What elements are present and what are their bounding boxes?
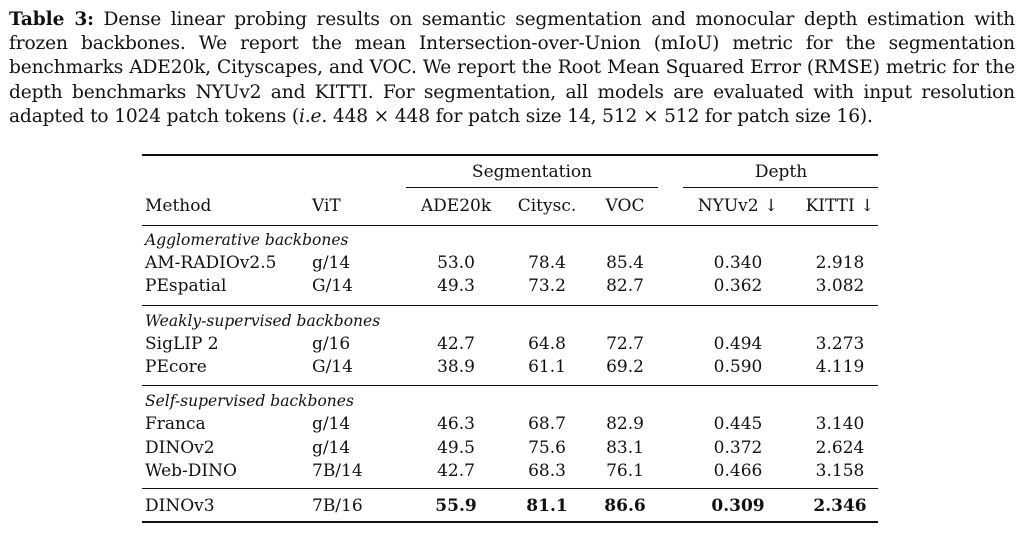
depth-cmidrule: [683, 187, 878, 188]
cell-vit: g/14: [312, 414, 351, 434]
cell-voc: 82.9: [606, 414, 644, 434]
cell-city: 73.2: [528, 276, 566, 296]
cell-voc: 83.1: [606, 438, 644, 458]
cell-ade: 46.3: [437, 414, 475, 434]
cell-ade: 49.3: [437, 276, 475, 296]
cell-voc-best: 86.6: [604, 496, 646, 516]
cell-vit: G/14: [312, 276, 353, 296]
column-header-ade: ADE20k: [420, 196, 492, 216]
column-header-vit: ViT: [312, 196, 341, 216]
cell-city: 68.7: [528, 414, 566, 434]
cell-ade-best: 55.9: [435, 496, 477, 516]
column-header-voc: VOC: [605, 196, 645, 216]
cell-city: 75.6: [528, 438, 566, 458]
caption-text-1: Dense linear probing results on semantic segmentation and monocular depth estimation with frozen backbones. We report the mean Intersection-over-Union (mIoU) metric for the segmentation benchmarks ADE20k, Cityscapes, and VOC. We report the Root Mean Squared Error (RMSE) metric for the depth benchmarks NYUv2 and KITTI. For segmentation, all models are evaluated with input resolution adapted to 1024 patch tokens (: [9, 9, 1015, 127]
cell-vit: 7B/14: [312, 461, 363, 481]
segmentation-cmidrule: [406, 187, 658, 188]
column-header-nyu: NYUv2 ↓: [697, 196, 779, 216]
header-rule: [142, 225, 878, 226]
cell-method: SigLIP 2: [145, 334, 219, 354]
top-rule: [142, 154, 878, 156]
column-header-method: Method: [145, 196, 212, 216]
cell-method: DINOv2: [145, 438, 215, 458]
cell-method: AM-RADIOv2.5: [145, 253, 277, 273]
group-rule-1: [142, 305, 878, 306]
cell-nyu: 0.340: [713, 253, 763, 273]
cell-vit: g/14: [312, 253, 351, 273]
caption-label: Table 3:: [9, 9, 94, 30]
cell-ade: 49.5: [437, 438, 475, 458]
cell-method: PEcore: [145, 357, 207, 377]
cell-method: DINOv3: [145, 496, 215, 516]
cell-method: Franca: [145, 414, 206, 434]
cell-vit: 7B/16: [312, 496, 363, 516]
cell-city: 68.3: [528, 461, 566, 481]
group-label-agglomerative: Agglomerative backbones: [145, 231, 349, 249]
cell-kitti: 3.273: [815, 334, 865, 354]
column-header-city: Citysc.: [517, 196, 577, 216]
table-caption: [9, 8, 1015, 129]
cell-nyu: 0.590: [713, 357, 763, 377]
cell-nyu: 0.372: [713, 438, 763, 458]
cell-vit: G/14: [312, 357, 353, 377]
cell-kitti: 4.119: [815, 357, 865, 377]
bottom-rule: [142, 521, 878, 523]
cell-vit: g/16: [312, 334, 351, 354]
cell-ade: 53.0: [437, 253, 475, 273]
cell-city: 64.8: [528, 334, 566, 354]
cell-method: Web-DINO: [145, 461, 237, 481]
cell-kitti: 3.082: [815, 276, 865, 296]
cell-method: PEspatial: [145, 276, 227, 296]
segmentation-header: Segmentation: [471, 162, 593, 182]
depth-header: Depth: [754, 162, 808, 182]
cell-voc: 85.4: [606, 253, 644, 273]
cell-kitti: 3.158: [815, 461, 865, 481]
cell-voc: 76.1: [606, 461, 644, 481]
cell-nyu: 0.362: [713, 276, 763, 296]
caption-ie: i.e.: [298, 105, 328, 127]
cell-kitti: 2.624: [815, 438, 865, 458]
cell-kitti-best: 2.346: [813, 496, 867, 516]
cell-ade: 42.7: [437, 461, 475, 481]
group-label-self-supervised: Self-supervised backbones: [145, 392, 354, 410]
cell-kitti: 3.140: [815, 414, 865, 434]
caption-text-2: 448 × 448 for patch size 14, 512 × 512 for patch size 16).: [327, 105, 873, 127]
cell-city: 78.4: [528, 253, 566, 273]
cell-nyu-best: 0.309: [711, 496, 765, 516]
cell-nyu: 0.445: [713, 414, 763, 434]
cell-kitti: 2.918: [815, 253, 865, 273]
cell-nyu: 0.466: [713, 461, 763, 481]
group-rule-3: [142, 488, 878, 489]
cell-nyu: 0.494: [713, 334, 763, 354]
cell-ade: 38.9: [437, 357, 475, 377]
group-rule-2: [142, 385, 878, 386]
cell-city-best: 81.1: [526, 496, 568, 516]
cell-ade: 42.7: [437, 334, 475, 354]
column-header-kitti: KITTI ↓: [805, 196, 875, 216]
group-label-weakly-supervised: Weakly-supervised backbones: [145, 312, 381, 330]
cell-voc: 82.7: [606, 276, 644, 296]
cell-voc: 69.2: [606, 357, 644, 377]
cell-vit: g/14: [312, 438, 351, 458]
cell-city: 61.1: [528, 357, 566, 377]
cell-voc: 72.7: [606, 334, 644, 354]
